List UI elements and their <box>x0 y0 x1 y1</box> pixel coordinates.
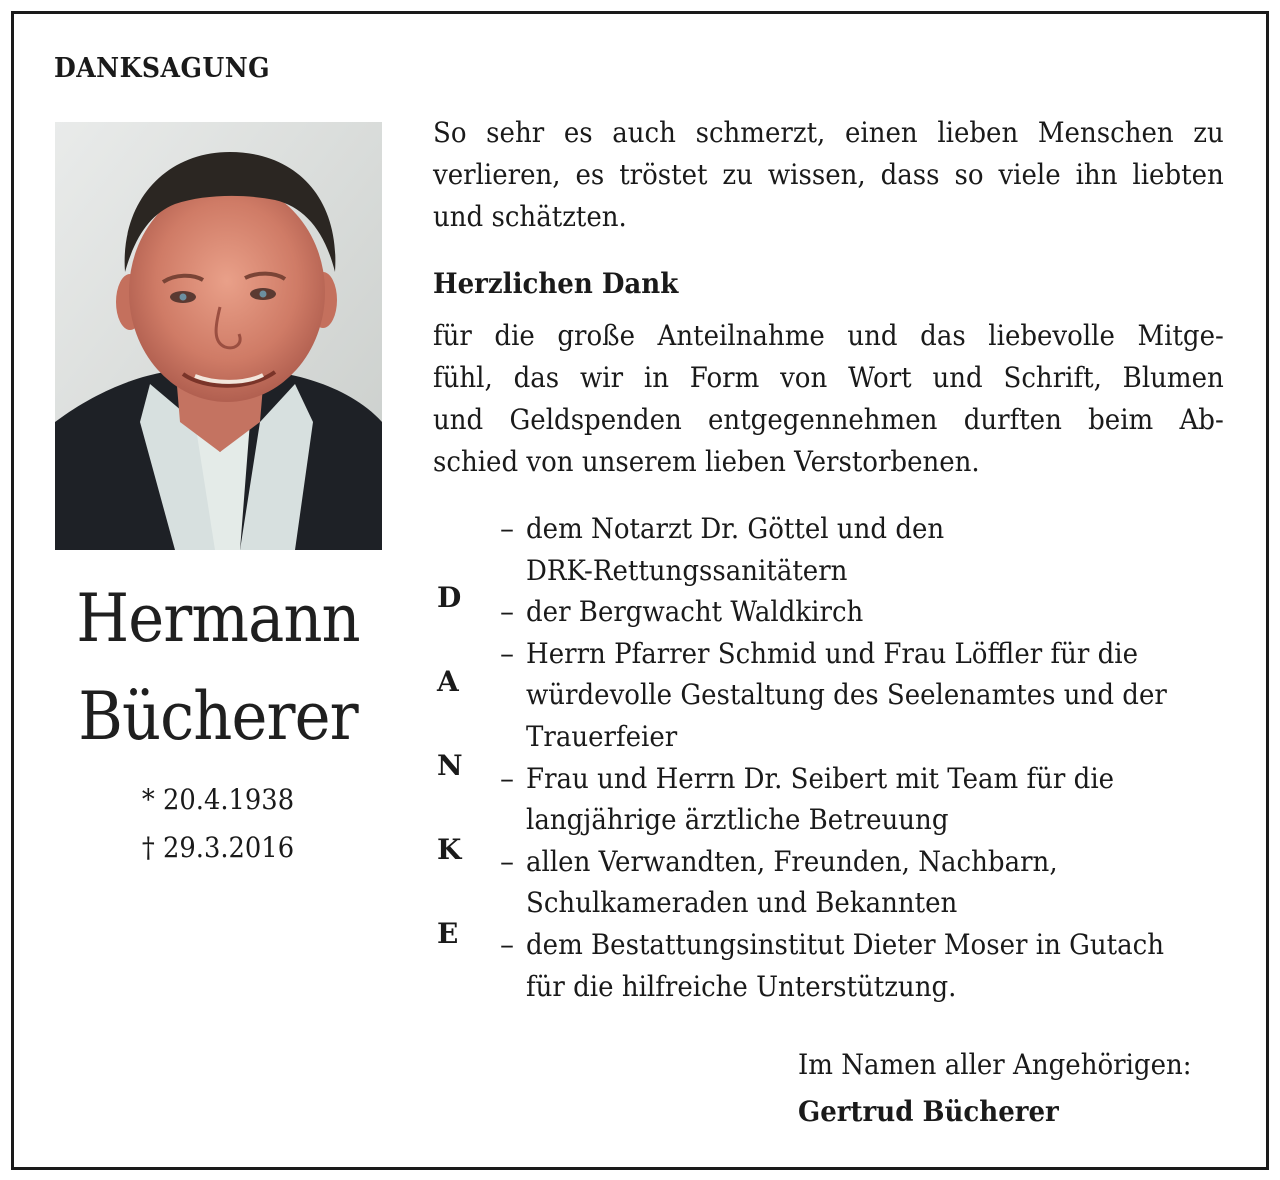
list-item <box>500 758 1240 841</box>
thanks-line: und Geldspenden entgegennehmen durften beim Ab- <box>433 403 1224 436</box>
intro-paragraph <box>433 112 1224 238</box>
list-dash: – <box>500 595 514 629</box>
signer-name: Gertrud Bücherer <box>798 1095 1059 1128</box>
thanks-paragraph <box>433 315 1224 483</box>
intro-line: verlieren, es tröstet zu wissen, dass so viele ihn liebten <box>433 158 1224 191</box>
danke-letter: D <box>437 581 462 614</box>
list-item-text: Herrn Pfarrer Schmid und Frau Löffler für die würdevolle Gestaltung des Seelenamtes und der Trauerfeier <box>526 636 1167 753</box>
list-item-text: Frau und Herrn Dr. Seibert mit Team für die langjährige ärztliche Betreuung <box>526 761 1115 837</box>
death-date: † 29.3.2016 <box>141 831 295 864</box>
danke-letter: A <box>437 665 459 698</box>
list-dash: – <box>500 844 514 878</box>
danke-letter: N <box>437 749 463 782</box>
list-dash: – <box>500 636 514 670</box>
thanks-line: für die große Anteilnahme und das liebevolle Mitge- <box>433 319 1224 352</box>
intro-line: und schätzten. <box>433 200 627 233</box>
danke-letter: K <box>437 833 462 866</box>
list-item-text: der Bergwacht Waldkirch <box>526 595 864 629</box>
thanks-subheading: Herzlichen Dank <box>433 267 679 300</box>
list-item-text: dem Bestattungsinstitut Dieter Moser in Gutach für die hilfreiche Unterstützung. <box>526 927 1165 1003</box>
life-dates <box>48 776 388 872</box>
list-item <box>500 841 1240 924</box>
intro-line: So sehr es auch schmerzt, einen lieben Menschen zu <box>433 116 1224 149</box>
list-item <box>500 924 1240 1007</box>
birth-date: * 20.4.1938 <box>141 783 295 816</box>
list-item-text: allen Verwandten, Freunden, Nachbarn, Schulkameraden und Bekannten <box>526 844 1058 920</box>
list-item <box>500 633 1240 758</box>
deceased-first-name: Hermann <box>76 580 360 657</box>
signoff-line: Im Namen aller Angehörigen: <box>798 1048 1192 1081</box>
list-dash: – <box>500 761 514 795</box>
thanks-line: fühl, das wir in Form von Wort und Schrift, Blumen <box>433 361 1224 394</box>
list-item <box>500 591 1240 633</box>
notice-heading: DANKSAGUNG <box>54 53 271 84</box>
list-item <box>500 508 1240 591</box>
thanks-list <box>500 508 1240 1007</box>
danke-letter: E <box>437 917 459 950</box>
list-item-text: dem Notarzt Dr. Göttel und den DRK-Rettungssanitätern <box>526 512 945 587</box>
thanks-line: schied von unserem lieben Verstorbenen. <box>433 445 980 478</box>
list-dash: – <box>500 927 514 961</box>
list-dash: – <box>500 512 514 545</box>
deceased-last-name: Bücherer <box>78 678 358 755</box>
portrait-photo <box>55 122 382 550</box>
